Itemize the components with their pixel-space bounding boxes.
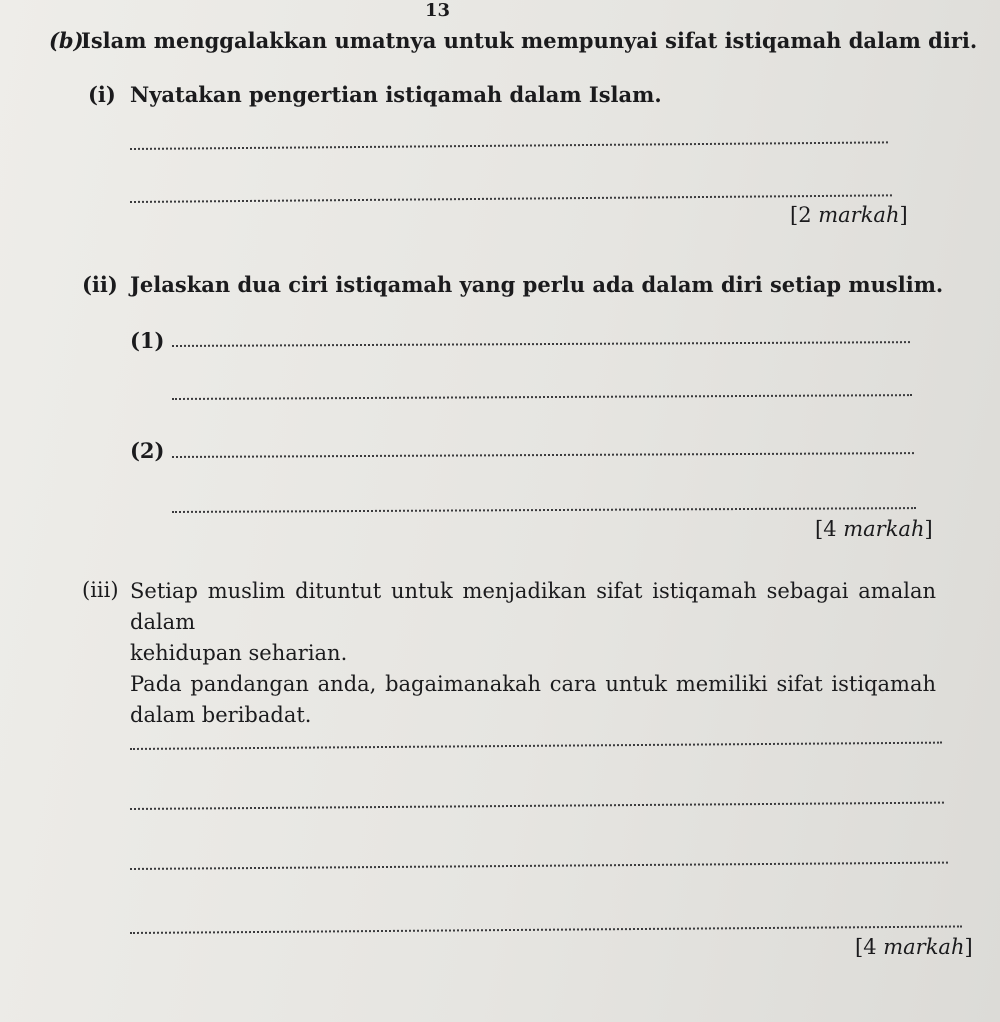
marks-iii: [855, 935, 973, 959]
marks-iii-word: markah: [883, 935, 965, 959]
question-iii-line-1: Setiap muslim dituntut untuk menjadikan sifat istiqamah sebagai amalan dalam: [130, 579, 936, 634]
answer-line-i-2[interactable]: [130, 194, 892, 203]
marks-i-word: markah: [818, 203, 900, 227]
page-number: 13: [425, 0, 451, 21]
answer-line-iii-2[interactable]: [130, 802, 944, 810]
marks-i: [790, 203, 908, 227]
question-iii-line-3: Pada pandangan anda, bagaimanakah cara untuk memiliki sifat istiqamah: [130, 672, 936, 696]
marks-ii-word: markah: [843, 517, 925, 541]
question-iii-line-2: kehidupan seharian.: [130, 641, 348, 665]
marks-iii-close: ]: [964, 935, 973, 959]
answer-line-ii-1a[interactable]: [172, 341, 910, 347]
answer-line-ii-2b[interactable]: [172, 507, 916, 513]
part-b-label: (b): [49, 28, 84, 53]
answer-line-iii-4[interactable]: [130, 925, 962, 934]
marks-i-close: ]: [899, 203, 908, 227]
question-iii-text: [130, 576, 936, 731]
question-iii-number: (iii): [82, 578, 119, 602]
answer-line-iii-1[interactable]: [130, 742, 942, 750]
part-b-stem: Islam menggalakkan umatnya untuk mempunyai sifat istiqamah dalam diri.: [81, 28, 978, 53]
answer-line-ii-1b[interactable]: [172, 394, 912, 400]
marks-ii: [815, 517, 933, 541]
question-ii-item-1-label: (1): [130, 328, 165, 353]
answer-line-iii-3[interactable]: [130, 862, 948, 870]
marks-iii-open: [4: [855, 935, 884, 959]
question-iii-line-4: dalam beribadat.: [130, 703, 312, 727]
marks-ii-close: ]: [924, 517, 933, 541]
answer-line-ii-2a[interactable]: [172, 452, 914, 458]
question-ii-item-2-label: (2): [130, 438, 165, 463]
question-ii-text: Jelaskan dua ciri istiqamah yang perlu ada dalam diri setiap muslim.: [130, 272, 944, 297]
marks-i-open: [2: [790, 203, 819, 227]
answer-line-i-1[interactable]: [130, 141, 888, 150]
question-ii-number: (ii): [82, 272, 118, 297]
question-i-number: (i): [88, 82, 116, 107]
marks-ii-open: [4: [815, 517, 844, 541]
question-i-text: Nyatakan pengertian istiqamah dalam Islam.: [130, 82, 662, 107]
